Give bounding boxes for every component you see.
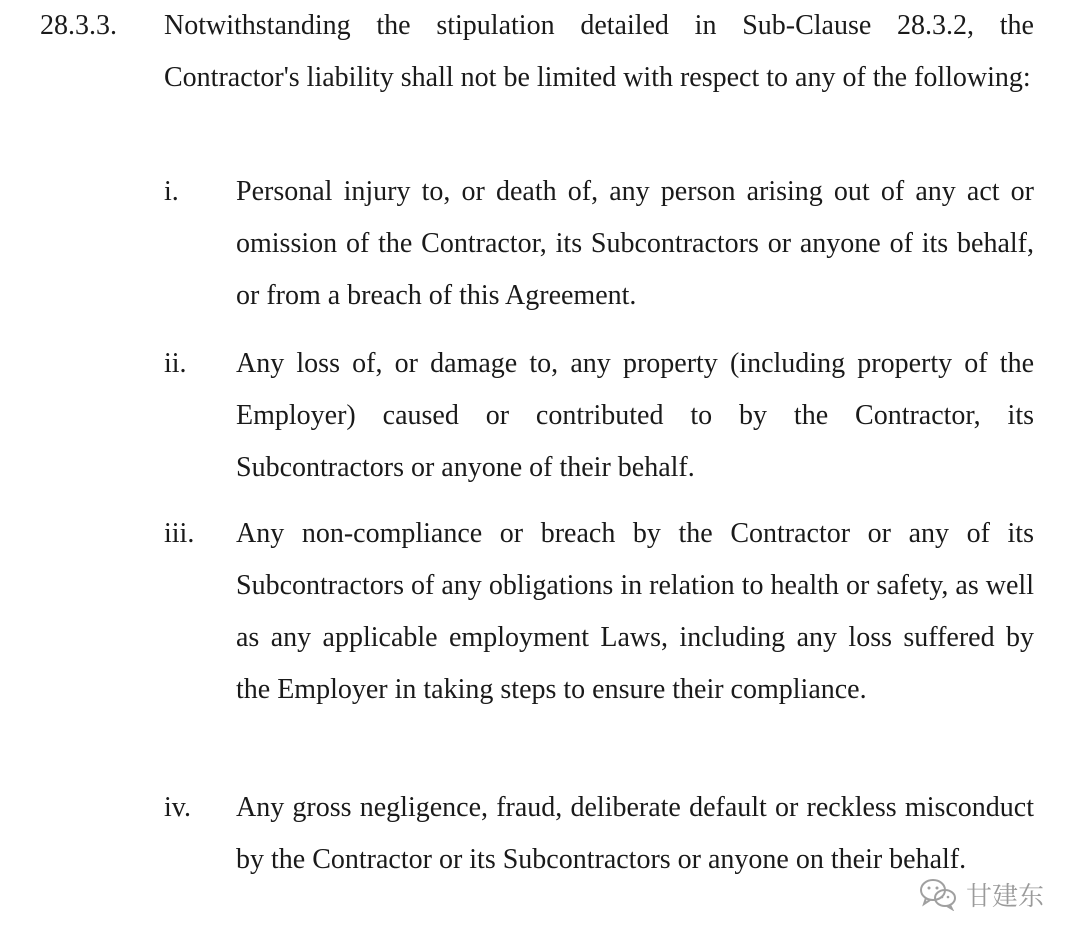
list-item-marker: iii. (164, 518, 195, 549)
wechat-icon (918, 877, 958, 911)
list-item-text: Any gross negligence, fraud, deliberate default or reckless misconduct by the Contractor or its Subcontractors or anyone on their behalf. (236, 792, 1034, 875)
list-item-marker: iv. (164, 792, 191, 823)
list-item-text: Personal injury to, or death of, any person arising out of any act or omission of the Contractor, its Subcontractors or anyone of its behalf, or from a breach of this Agreement. (236, 176, 1034, 311)
list-item-text: Any non-compliance or breach by the Contractor or any of its Subcontractors of any obligations in relation to health or safety, as well as any applicable employment Laws, including any loss suffered by the Employer in taking steps to ensure their compliance. (236, 518, 1034, 705)
clause-intro-text: Notwithstanding the stipulation detailed in Sub-Clause 28.3.2, the Contractor's liability shall not be limited with respect to any of the following: (164, 10, 1034, 93)
list-item-marker: i. (164, 176, 179, 207)
watermark (918, 874, 1044, 914)
watermark-text: 甘建东 (966, 881, 1045, 912)
list-item-text: Any loss of, or damage to, any property (including property of the Employer) caused or contributed to by the Contractor, its Subcontractors or anyone of their behalf. (236, 348, 1034, 483)
list-item-marker: ii. (164, 348, 187, 379)
clause-number: 28.3.3. (40, 10, 117, 41)
